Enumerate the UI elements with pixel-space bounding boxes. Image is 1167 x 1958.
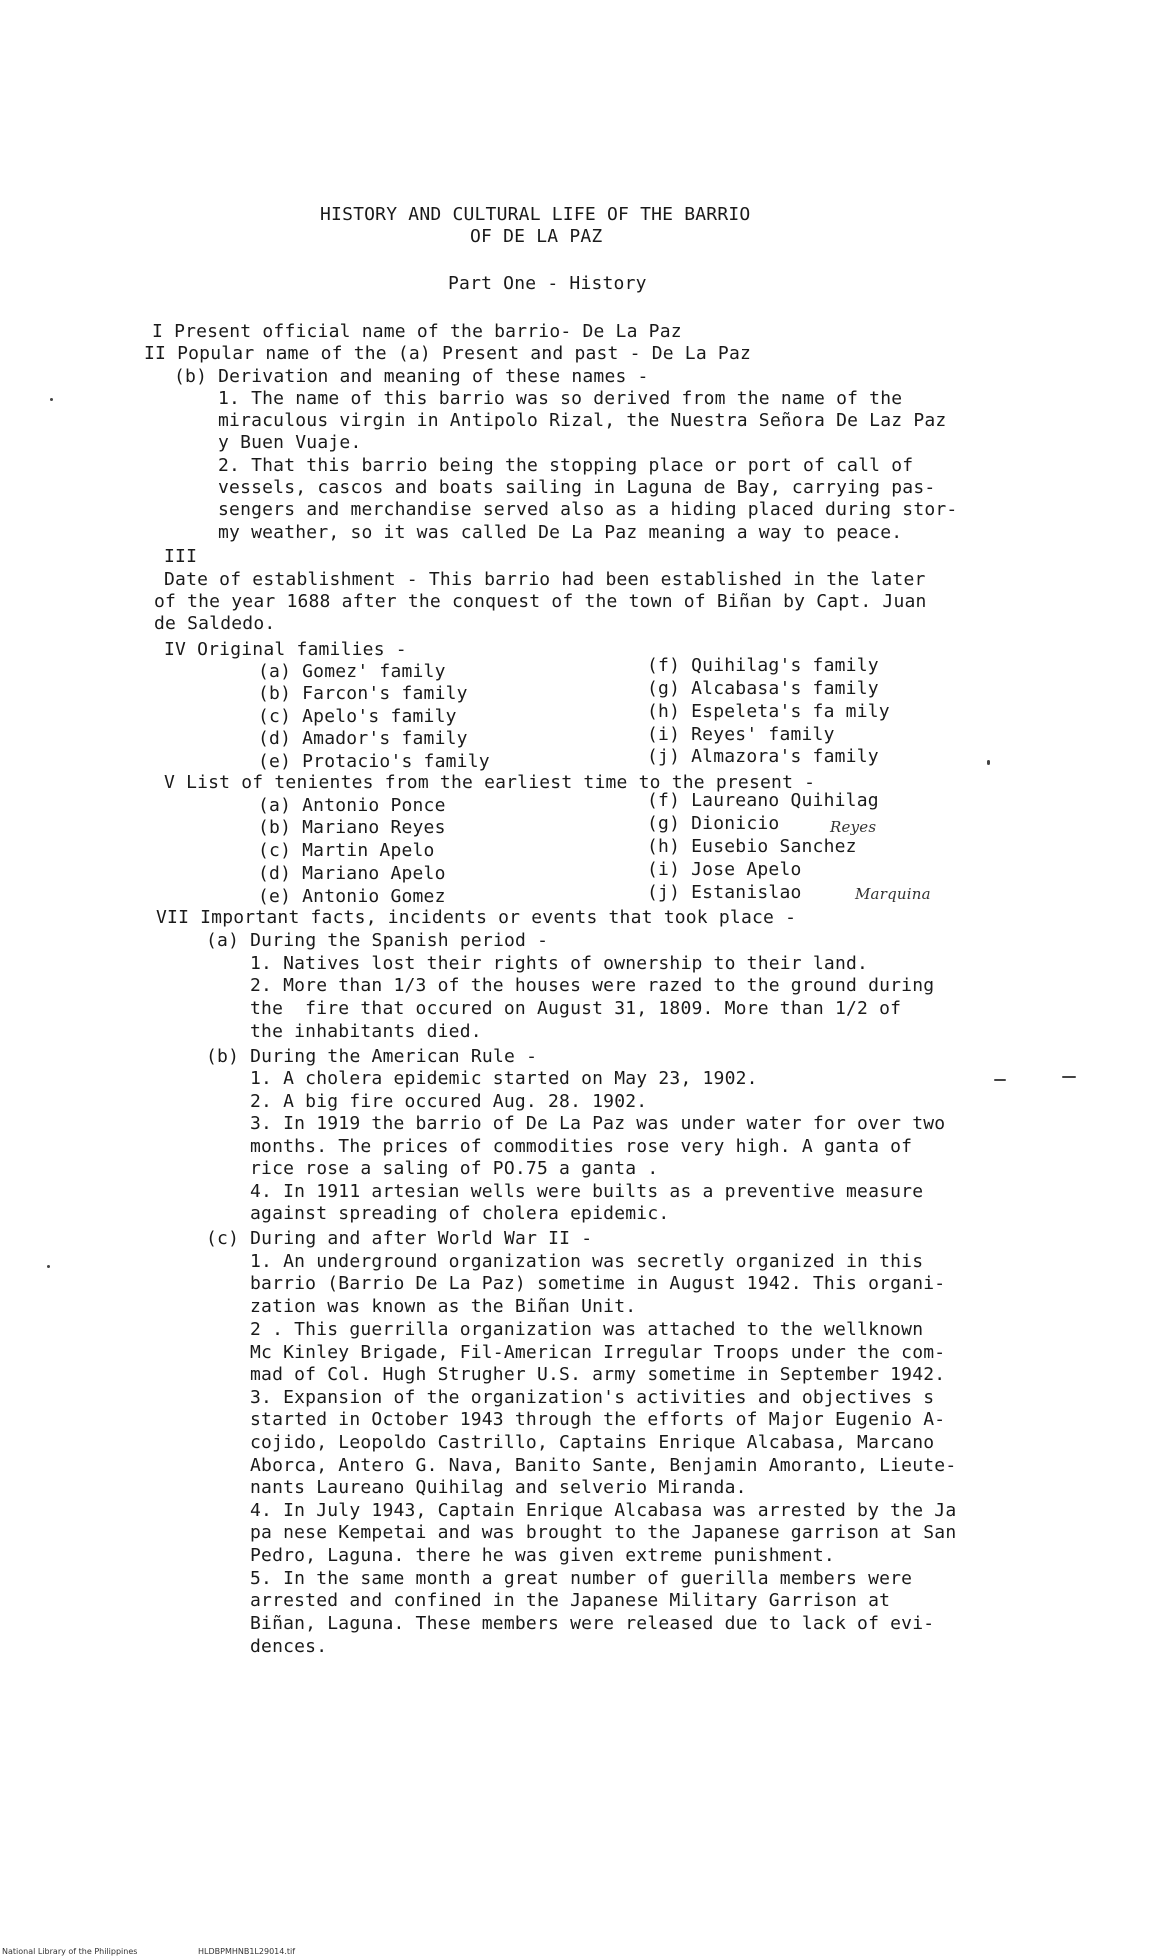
event-line: rice rose a saling of PO.75 a ganta .: [250, 1158, 659, 1179]
teniente-item: (d) Mariano Apelo: [258, 863, 446, 884]
event-line: 4. In July 1943, Captain Enrique Alcabasa was arrested by the Ja: [250, 1500, 957, 1521]
doc-title-line1: HISTORY AND CULTURAL LIFE OF THE BARRIO: [320, 204, 751, 225]
event-line: 2. A big fire occured Aug. 28. 1902.: [250, 1091, 648, 1112]
family-item: (i) Reyes' family: [647, 724, 835, 745]
section-7-c-heading: (c) During and after World War II -: [206, 1228, 593, 1249]
family-item: (j) Almazora's family: [647, 746, 879, 767]
section-5-heading: V List of tenientes from the earliest time to the present -: [164, 772, 816, 793]
family-item: (b) Farcon's family: [258, 683, 468, 704]
section-7-b-heading: (b) During the American Rule -: [206, 1046, 538, 1067]
part-heading: Part One - History: [448, 273, 647, 294]
event-line: cojido, Leopoldo Castrillo, Captains Enrique Alcabasa, Marcano: [250, 1432, 935, 1453]
teniente-item: (g) Dionicio: [647, 813, 780, 834]
teniente-item: (c) Martin Apelo: [258, 840, 435, 861]
family-item: (a) Gomez' family: [258, 661, 446, 682]
event-line: nants Laureano Quihilag and selverio Miranda.: [250, 1477, 747, 1498]
teniente-item: (i) Jose Apelo: [647, 859, 802, 880]
event-line: pa nese Kempetai and was brought to the Japanese garrison at San: [250, 1522, 957, 1543]
section-1: I Present official name of the barrio- De La Paz: [152, 321, 682, 342]
section-3-line: of the year 1688 after the conquest of the town of Biñan by Capt. Juan: [154, 591, 927, 612]
doc-title-line2: OF DE LA PAZ: [470, 226, 603, 247]
event-line: 1. An underground organization was secretly organized in this: [250, 1251, 924, 1272]
teniente-item: (j) Estanislao: [647, 882, 802, 903]
teniente-item: (e) Antonio Gomez: [258, 886, 446, 907]
family-item: (e) Protacio's family: [258, 751, 490, 772]
event-line: 2 . This guerrilla organization was attached to the wellknown: [250, 1319, 924, 1340]
scan-speck: [987, 760, 990, 765]
section-2-p1-line: y Buen Vuaje.: [218, 432, 362, 453]
event-line: dences.: [250, 1636, 328, 1657]
footer-filename: HLDBPMHNB1L29014.tif: [198, 1947, 296, 1956]
event-line: the fire that occured on August 31, 1809. More than 1/2 of: [250, 998, 902, 1019]
family-item: (g) Alcabasa's family: [647, 678, 879, 699]
event-line: started in October 1943 through the efforts of Major Eugenio A-: [250, 1409, 946, 1430]
section-7-a-heading: (a) During the Spanish period -: [206, 930, 549, 951]
event-line: Aborca, Antero G. Nava, Banito Sante, Benjamin Amoranto, Lieute-: [250, 1455, 957, 1476]
family-item: (f) Quihilag's family: [647, 655, 879, 676]
event-line: the inhabitants died.: [250, 1021, 482, 1042]
event-line: 5. In the same month a great number of guerilla members were: [250, 1568, 913, 1589]
teniente-item: (a) Antonio Ponce: [258, 795, 446, 816]
event-line: 3. Expansion of the organization's activities and objectives s: [250, 1387, 935, 1408]
event-line: barrio (Barrio De La Paz) sometime in August 1942. This organi-: [250, 1273, 946, 1294]
handwritten-annotation: Marquina: [855, 885, 931, 903]
event-line: Biñan, Laguna. These members were released due to lack of evi-: [250, 1613, 935, 1634]
event-line: 4. In 1911 artesian wells were builts as a preventive measure: [250, 1181, 924, 1202]
section-2-p2-line: sengers and merchandise served also as a hiding placed during stor-: [218, 499, 958, 520]
event-line: 1. Natives lost their rights of ownership to their land.: [250, 953, 869, 974]
event-line: arrested and confined in the Japanese Military Garrison at: [250, 1590, 891, 1611]
section-2-p1-line: 1. The name of this barrio was so derived from the name of the: [218, 388, 903, 409]
event-line: against spreading of cholera epidemic.: [250, 1203, 670, 1224]
teniente-item: (b) Mariano Reyes: [258, 817, 446, 838]
family-item: (h) Espeleta's fa mily: [647, 701, 890, 722]
section-3-line: Date of establishment - This barrio had been established in the later: [164, 569, 926, 590]
section-2-p2-line: vessels, cascos and boats sailing in Laguna de Bay, carrying pas-: [218, 477, 936, 498]
event-line: 1. A cholera epidemic started on May 23, 1902.: [250, 1068, 758, 1089]
scan-speck: [994, 1079, 1006, 1081]
event-line: months. The prices of commodities rose very high. A ganta of: [250, 1136, 913, 1157]
event-line: zation was known as the Biñan Unit.: [250, 1296, 637, 1317]
family-item: (c) Apelo's family: [258, 706, 457, 727]
section-4-heading: IV Original families -: [164, 639, 407, 660]
teniente-item: (h) Eusebio Sanchez: [647, 836, 857, 857]
section-2-p2-line: 2. That this barrio being the stopping place or port of call of: [218, 455, 914, 476]
section-3-heading: III: [164, 546, 198, 567]
section-2-p2-line: my weather, so it was called De La Paz meaning a way to peace.: [218, 522, 903, 543]
event-line: 3. In 1919 the barrio of De La Paz was under water for over two: [250, 1113, 946, 1134]
event-line: 2. More than 1/3 of the houses were razed to the ground during: [250, 975, 935, 996]
section-2-b: (b) Derivation and meaning of these names -: [174, 366, 649, 387]
section-2-heading: II Popular name of the (a) Present and past - De La Paz: [144, 343, 752, 364]
teniente-item: (f) Laureano Quihilag: [647, 790, 879, 811]
scan-speck: [1062, 1076, 1076, 1078]
section-7-heading: VII Important facts, incidents or events that took place -: [156, 907, 797, 928]
scan-speck: [50, 398, 53, 401]
event-line: Mc Kinley Brigade, Fil-American Irregular Troops under the com-: [250, 1342, 946, 1363]
section-2-p1-line: miraculous virgin in Antipolo Rizal, the Nuestra Señora De Laz Paz: [218, 410, 947, 431]
section-3-line: de Saldedo.: [154, 613, 276, 634]
footer-library: National Library of the Philippines: [2, 1947, 138, 1956]
event-line: mad of Col. Hugh Strugher U.S. army sometime in September 1942.: [250, 1364, 946, 1385]
scan-speck: [47, 1265, 50, 1268]
family-item: (d) Amador's family: [258, 728, 468, 749]
handwritten-annotation: Reyes: [830, 818, 877, 836]
event-line: Pedro, Laguna. there he was given extreme punishment.: [250, 1545, 835, 1566]
